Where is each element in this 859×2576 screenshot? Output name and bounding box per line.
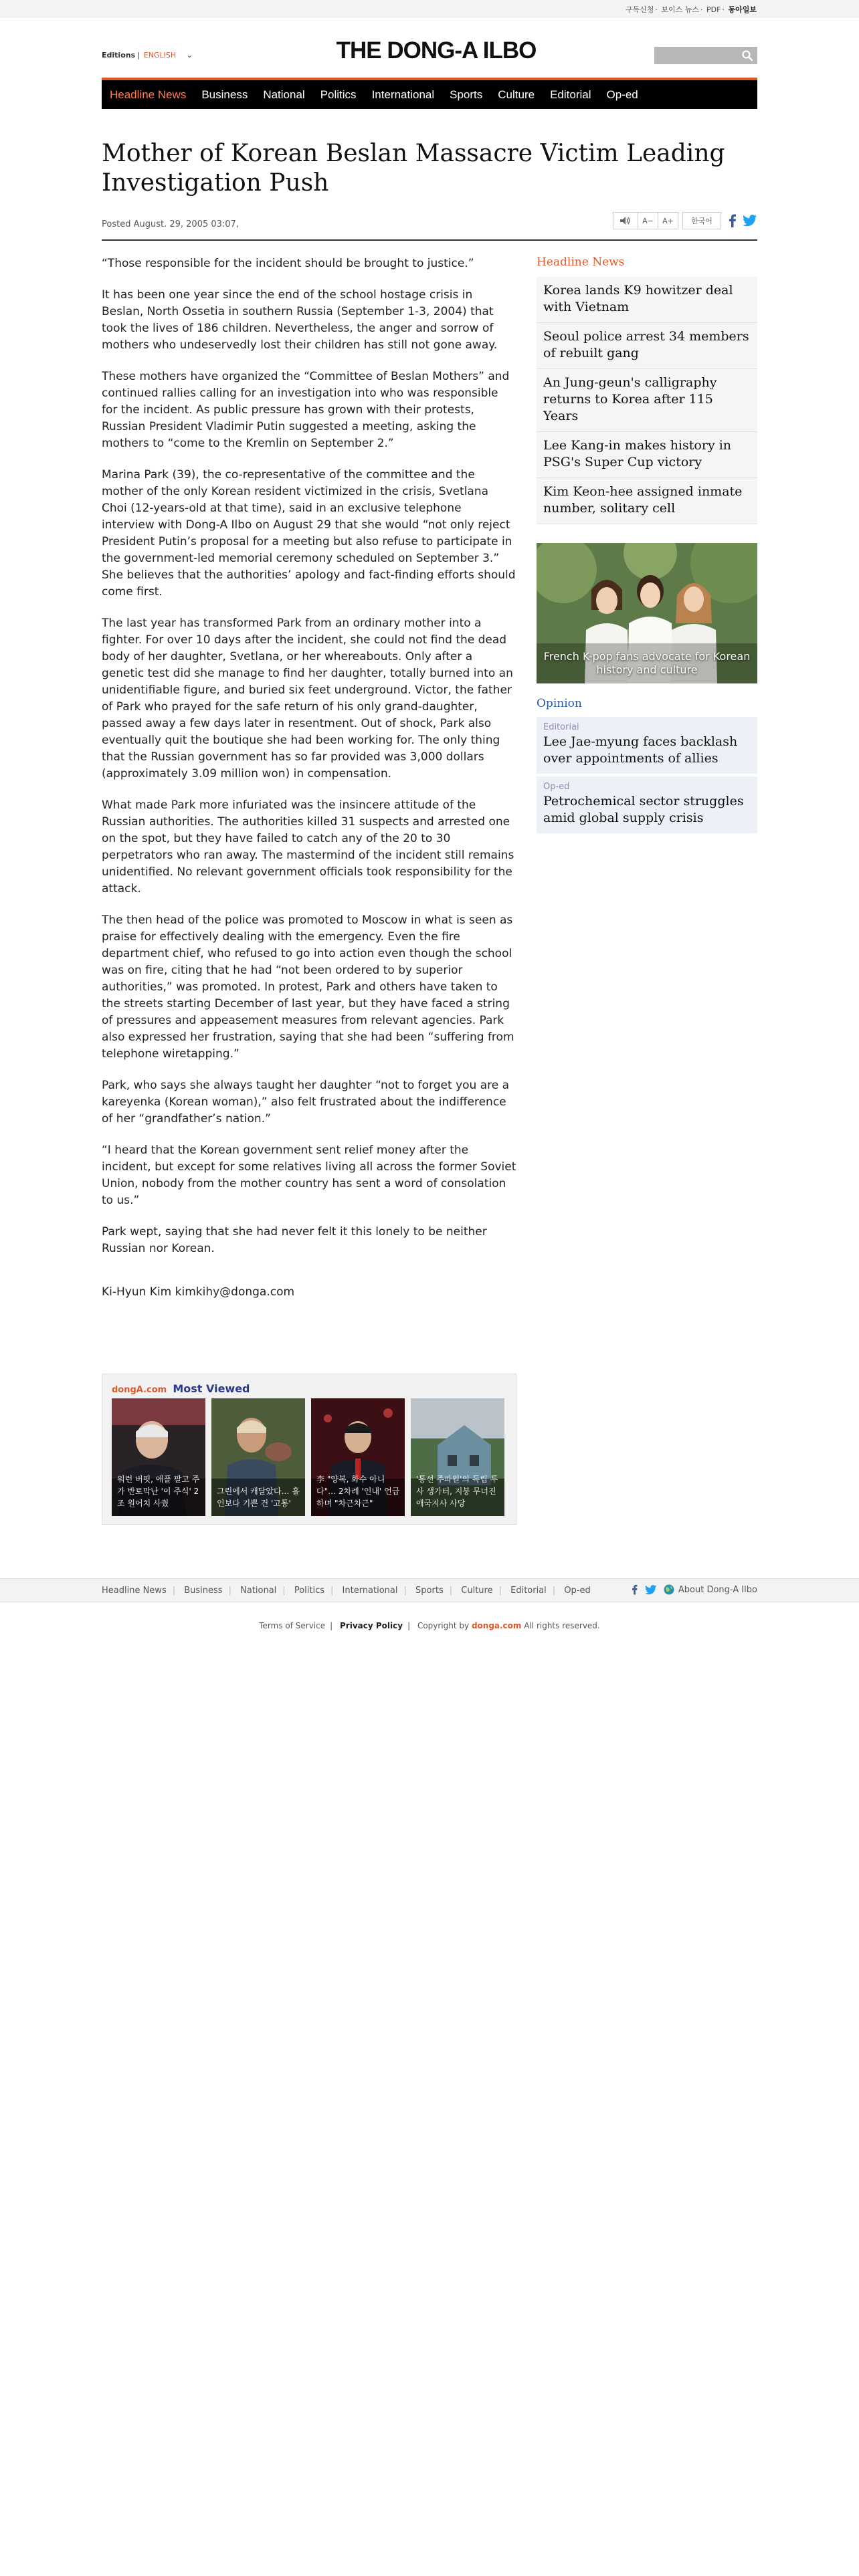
sidebar — [537, 255, 757, 836]
article-paragraph: Marina Park (39), the co-representative of the committee and the mother of the only Korean resident victimized in the crisis, Svetlana Choi (12-years-old at that time), said in an exclusive telephone interview with Dong-A Ilbo on August 29 that she would “not only reject President Putin’s proposal for a meeting but also refuse to participate in the government-led memorial ceremony scheduled on September 3.” She believes that the authorities’ apology and fact-finding efforts should come first. — [102, 468, 516, 599]
top-brand-korean[interactable]: 동아일보 — [728, 5, 757, 14]
opinion-card[interactable] — [537, 717, 757, 774]
article-paragraph: “I heard that the Korean government sent relief money after the incident, but except for some relatives living all across the former Soviet Union, nobody from the mother country has sent a word of consolation to us.” — [102, 1144, 516, 1207]
headline-news-title[interactable]: Headline News — [537, 255, 625, 269]
nav-item-culture[interactable]: Culture — [498, 88, 535, 101]
editions-label: Editions — [102, 51, 136, 60]
photo-news-card[interactable] — [537, 543, 757, 683]
article-title: Mother of Korean Beslan Massacre Victim Leading Investigation Push — [102, 140, 725, 197]
terms-link[interactable]: Terms of Service — [259, 1621, 326, 1630]
nav-item-editorial[interactable]: Editorial — [550, 88, 591, 101]
copyright-suffix: All rights reserved. — [524, 1621, 600, 1630]
headline-item[interactable]: Lee Kang-in makes history in PSG's Super Cup victory — [537, 432, 757, 478]
facebook-icon[interactable] — [630, 1584, 638, 1595]
search-icon[interactable] — [741, 49, 753, 62]
twitter-icon[interactable] — [645, 1585, 657, 1595]
footer-link-sports[interactable]: Sports — [415, 1586, 444, 1596]
footer-link-op-ed[interactable]: Op-ed — [564, 1586, 591, 1596]
top-link-voice-news[interactable]: 보이스 뉴스 — [661, 5, 700, 14]
most-viewed-box — [102, 1374, 516, 1525]
most-viewed-caption: '통선 주파원'의 독립 투사 생가터, 지붕 무너진 애국지사 사당 — [416, 1475, 498, 1508]
copyright-bar: Terms of Service | Privacy Policy | Copyright by donga.com All rights reserved. — [259, 1621, 600, 1630]
most-viewed-caption: 李 "양복, 화수 아니다"… 2차례 '인내' 언급하며 "차근차근" — [316, 1475, 400, 1508]
about-link[interactable]: About Dong-A Ilbo — [678, 1584, 757, 1595]
article-meta — [102, 210, 757, 241]
nav-item-national[interactable]: National — [263, 88, 305, 101]
editions-selector[interactable]: Editions | ENGLISH ⌄ — [102, 51, 193, 60]
site-header — [102, 17, 757, 78]
footer-link-national[interactable]: National — [240, 1586, 277, 1596]
opinion-card[interactable] — [537, 776, 757, 833]
privacy-link[interactable]: Privacy Policy — [340, 1621, 403, 1630]
twitter-icon[interactable] — [743, 214, 757, 227]
photo-news-caption: French K-pop fans advocate for Korean history and culture — [543, 650, 751, 676]
footer-right — [630, 1584, 757, 1595]
most-viewed-item[interactable] — [112, 1398, 205, 1516]
headline-item[interactable]: Seoul police arrest 34 members of rebuilt gang — [537, 323, 757, 369]
headline-item[interactable]: Korea lands K9 howitzer deal with Vietnam — [537, 277, 757, 323]
opinion-title[interactable]: Opinion — [537, 697, 582, 710]
most-viewed-item[interactable] — [211, 1398, 305, 1516]
nav-item-business[interactable]: Business — [201, 88, 248, 101]
article-tools — [613, 211, 757, 230]
site-logo[interactable]: THE DONG-A ILBO — [336, 37, 537, 64]
listen-button[interactable] — [613, 212, 638, 229]
most-viewed-caption: 워런 버핏, 애플 팔고 주가 반토막난 '이 주식' 2조 원어치 사줬 — [117, 1475, 200, 1508]
site-footer — [0, 1578, 859, 1602]
headline-item[interactable]: An Jung-geun's calligraphy returns to Korea after 115 Years — [537, 369, 757, 432]
article-paragraph: The last year has transformed Park from an ordinary mother into a fighter. For over 10 days after the incident, she could not find the dead body of her daughter, Svetlana, or her whereabouts. Only after a genetic test did she manage to find her daughter, totally burned into an unidentifiable figure, and buried six feet underground. Victor, the father of Park who prayed for the safe return of his only grand-daughter, passed away a few days later in resentment. Out of shock, Park also eventually quit the boutique she had been working for. The only thing that the Russian government has so far provided was 3,000 dollars (approximately 3.09 million won) in compensation. — [102, 617, 513, 780]
most-viewed-title: Most Viewed — [173, 1382, 250, 1395]
top-links: 구독신청 · 보이스 뉴스 · PDF · 동아일보 — [625, 5, 757, 14]
footer-link-international[interactable]: International — [342, 1586, 398, 1596]
facebook-icon[interactable] — [727, 214, 737, 227]
article-paragraph: Park wept, saying that she had never felt it this lonely to be neither Russian nor Korean. — [102, 1225, 487, 1255]
most-viewed-grid — [112, 1398, 510, 1516]
copyright-prefix: Copyright by — [417, 1621, 470, 1630]
speaker-icon — [619, 216, 632, 225]
article-paragraph: These mothers have organized the “Committee of Beslan Mothers” and continued rallies calling for an investigation into who was responsible for the incident. As public pressure has grown with their protests, Russian President Vladimir Putin suggested a meeting, asking the mothers to “come to the Kremlin on September 2.” — [102, 370, 510, 450]
copyright-brand[interactable]: donga.com — [471, 1621, 522, 1630]
edition-value: ENGLISH — [143, 51, 177, 60]
article-paragraph: Park, who says she always taught her daughter “not to forget you are a kareyenka (Korean woman),” also felt frustrated about the indifference of her “grandfather’s nation.” — [102, 1079, 510, 1125]
top-utility-bar — [0, 0, 859, 17]
most-viewed-header — [112, 1382, 250, 1395]
article-paragraph: It has been one year since the end of the school hostage crisis in Beslan, North Ossetia in southern Russia (September 1-3, 2004) that took the lives of 186 children. Nevertheless, the anger and sorrow of mothers who undeservedly lost their children has still not gone away. — [102, 288, 498, 352]
opinion-label: Op-ed — [543, 782, 570, 792]
opinion-label: Editorial — [543, 722, 579, 732]
footer-link-editorial[interactable]: Editorial — [510, 1586, 547, 1596]
main-nav — [102, 78, 757, 109]
footer-link-business[interactable]: Business — [184, 1586, 223, 1596]
article-body — [102, 255, 516, 1315]
most-viewed-caption: 그린에서 캐달았다… 홀인보다 기쁜 건 '고통' — [217, 1487, 300, 1508]
most-viewed-item[interactable] — [311, 1398, 405, 1516]
font-increase-button[interactable]: A+ — [658, 212, 678, 229]
top-link-subscribe[interactable]: 구독신청 — [625, 5, 654, 14]
footer-link-politics[interactable]: Politics — [294, 1586, 324, 1596]
article-byline: Ki-Hyun Kim kimkihy@donga.com — [102, 1285, 295, 1299]
nav-item-international[interactable]: International — [371, 88, 435, 101]
nav-item-op-ed[interactable]: Op-ed — [606, 88, 638, 101]
globe-icon — [664, 1584, 674, 1595]
nav-item-sports[interactable]: Sports — [450, 88, 483, 101]
article-paragraph: “Those responsible for the incident should be brought to justice.” — [102, 257, 474, 270]
headline-item[interactable]: Kim Keon-hee assigned inmate number, solitary cell — [537, 478, 757, 524]
nav-item-politics[interactable]: Politics — [320, 88, 357, 101]
korean-version-button[interactable]: 한국어 — [682, 212, 721, 229]
article-paragraph: What made Park more infuriated was the insincere attitude of the Russian authorities. The authorities killed 31 suspects and arrested one on the spot, but they have failed to catch any of the 20 to 30 perpetrators who ran away. The mastermind of the incident still remains unidentified. No relevant government officials took responsibility for the attack. — [102, 798, 514, 895]
chevron-down-icon: ⌄ — [186, 51, 193, 60]
most-viewed-item[interactable] — [411, 1398, 504, 1516]
footer-link-culture[interactable]: Culture — [461, 1586, 493, 1596]
nav-item-headline-news[interactable]: Headline News — [110, 88, 187, 101]
posted-date: Posted August. 29, 2005 03:07, — [102, 219, 239, 229]
opinion-headline: Lee Jae-myung faces backlash over appointments of allies — [543, 734, 738, 766]
search-box[interactable] — [654, 47, 757, 64]
font-decrease-button[interactable]: A− — [638, 212, 658, 229]
headline-news-list — [537, 277, 757, 524]
article-paragraph: The then head of the police was promoted to Moscow in what is seen as praise for effectively dealing with the emergency. Even the fire department chief, who refused to go into action even though the school was on fire, citing that he had “not been ordered to by superior authorities,” was promoted. In protest, Park and others have taken to the streets starting December of last year, but they have faced a string of pressures and appeasement measures from relevant agencies. Park also expressed her frustration, saying that she had been “suffering from telephone wiretapping.” — [102, 914, 514, 1061]
most-viewed-brand: dongA.com — [112, 1385, 167, 1395]
opinion-headline: Petrochemical sector struggles amid global supply crisis — [543, 794, 744, 825]
footer-links: Headline News | Business | National | Politics | International | Sports | Culture | Editorial | Op-ed — [102, 1586, 591, 1596]
footer-link-headline-news[interactable]: Headline News — [102, 1586, 167, 1596]
top-link-pdf[interactable]: PDF — [706, 5, 721, 14]
